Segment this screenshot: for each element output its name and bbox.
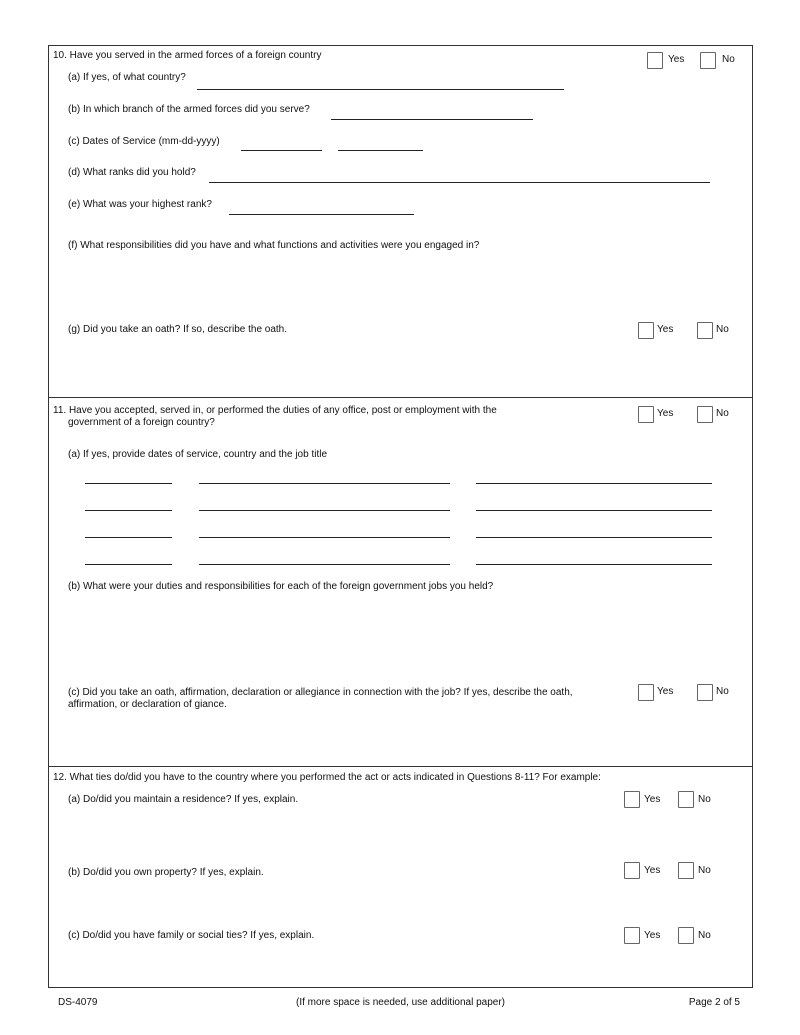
- q11a-dates-field[interactable]: [85, 483, 172, 484]
- q12a-label: (a) Do/did you maintain a residence? If yes, explain.: [68, 794, 299, 805]
- q12c-label: (c) Do/did you have family or social ties? If yes, explain.: [68, 930, 315, 941]
- q11c-label-line2: affirmation, or declaration of giance.: [68, 699, 227, 710]
- q12-question: 12. What ties do/did you have to the country where you performed the act or acts indicated in Questions 8-11? For example:: [53, 772, 601, 783]
- q11a-job-title-field[interactable]: [476, 510, 712, 511]
- q10d-label: (d) What ranks did you hold?: [68, 167, 196, 178]
- q10b-branch-field[interactable]: [331, 119, 533, 120]
- section-divider: [48, 397, 753, 398]
- yes-label: Yes: [657, 324, 674, 335]
- yes-label: Yes: [657, 408, 674, 419]
- q12b-yes-checkbox[interactable]: [624, 862, 640, 879]
- q11-question-line2: government of a foreign country?: [68, 417, 215, 428]
- q10-question: 10. Have you served in the armed forces of a foreign country: [53, 50, 322, 61]
- q11a-dates-field[interactable]: [85, 510, 172, 511]
- no-label: No: [716, 686, 729, 697]
- q10a-label: (a) If yes, of what country?: [68, 72, 186, 83]
- q11a-job-title-field[interactable]: [476, 564, 712, 565]
- q10c-label: (c) Dates of Service (mm-dd-yyyy): [68, 136, 220, 147]
- q10c-end-date-field[interactable]: [338, 150, 423, 151]
- q11a-country-field[interactable]: [199, 537, 450, 538]
- q10g-label: (g) Did you take an oath? If so, describe the oath.: [68, 324, 288, 335]
- q12a-no-checkbox[interactable]: [678, 791, 694, 808]
- q11a-job-title-field[interactable]: [476, 483, 712, 484]
- no-label: No: [698, 930, 711, 941]
- yes-label: Yes: [644, 794, 661, 805]
- q11a-country-field[interactable]: [199, 564, 450, 565]
- footer-form-id: DS-4079: [58, 997, 98, 1008]
- q11a-job-title-field[interactable]: [476, 537, 712, 538]
- form-frame: [48, 45, 753, 988]
- yes-label: Yes: [668, 54, 685, 65]
- q11a-label: (a) If yes, provide dates of service, country and the job title: [68, 449, 328, 460]
- footer-note: (If more space is needed, use additional paper): [296, 997, 506, 1008]
- q10f-label: (f) What responsibilities did you have and what functions and activities were you engaged in?: [68, 240, 480, 251]
- yes-label: Yes: [657, 686, 674, 697]
- no-label: No: [716, 408, 729, 419]
- q12a-yes-checkbox[interactable]: [624, 791, 640, 808]
- no-label: No: [698, 865, 711, 876]
- no-label: No: [716, 324, 729, 335]
- q11a-country-field[interactable]: [199, 483, 450, 484]
- q11a-dates-field[interactable]: [85, 537, 172, 538]
- q12c-yes-checkbox[interactable]: [624, 927, 640, 944]
- q11-yes-checkbox[interactable]: [638, 406, 654, 423]
- yes-label: Yes: [644, 865, 661, 876]
- q12c-no-checkbox[interactable]: [678, 927, 694, 944]
- q11b-label: (b) What were your duties and responsibilities for each of the foreign government jobs you held?: [68, 581, 494, 592]
- yes-label: Yes: [644, 930, 661, 941]
- q10-yes-checkbox[interactable]: [647, 52, 663, 69]
- q10-no-checkbox[interactable]: [700, 52, 716, 69]
- q10e-label: (e) What was your highest rank?: [68, 199, 212, 210]
- q12b-label: (b) Do/did you own property? If yes, explain.: [68, 867, 264, 878]
- q10b-label: (b) In which branch of the armed forces did you serve?: [68, 104, 310, 115]
- section-divider: [48, 766, 753, 767]
- q12b-no-checkbox[interactable]: [678, 862, 694, 879]
- q11a-dates-field[interactable]: [85, 564, 172, 565]
- footer-page-number: Page 2 of 5: [688, 997, 740, 1008]
- q10g-no-checkbox[interactable]: [697, 322, 713, 339]
- q11c-no-checkbox[interactable]: [697, 684, 713, 701]
- q11c-label-line1: (c) Did you take an oath, affirmation, declaration or allegiance in connection with the job? If yes, describe the oath,: [68, 687, 573, 698]
- q11c-yes-checkbox[interactable]: [638, 684, 654, 701]
- q11a-country-field[interactable]: [199, 510, 450, 511]
- no-label: No: [722, 54, 735, 65]
- q11-question-line1: 11. Have you accepted, served in, or performed the duties of any office, post or employment with the: [53, 405, 497, 416]
- q10g-yes-checkbox[interactable]: [638, 322, 654, 339]
- q10c-start-date-field[interactable]: [241, 150, 322, 151]
- q10a-country-field[interactable]: [197, 89, 564, 90]
- no-label: No: [698, 794, 711, 805]
- q10e-highest-rank-field[interactable]: [229, 214, 414, 215]
- q11-no-checkbox[interactable]: [697, 406, 713, 423]
- q10d-ranks-field[interactable]: [209, 182, 710, 183]
